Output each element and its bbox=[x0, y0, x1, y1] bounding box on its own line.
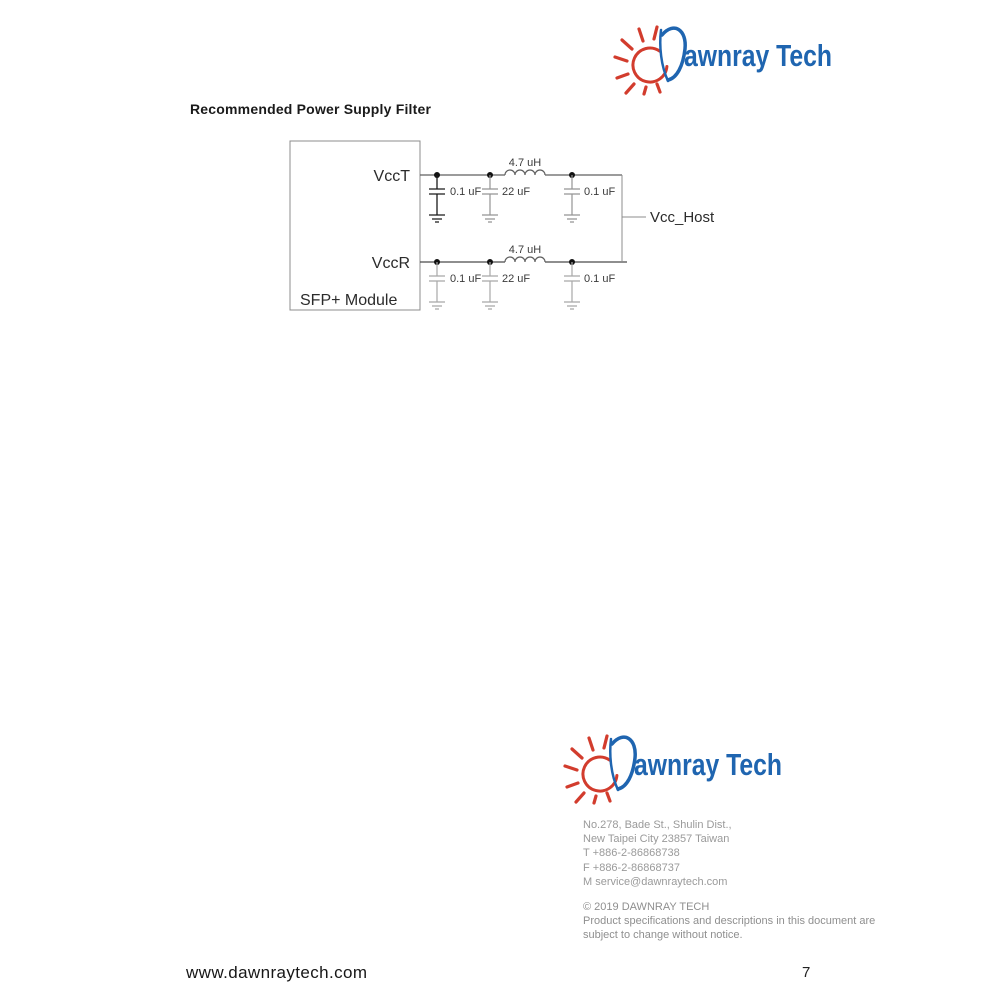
power-supply-filter-schematic bbox=[280, 130, 720, 330]
page-title: Recommended Power Supply Filter bbox=[190, 101, 432, 117]
cap-value-label: 22 uF bbox=[502, 273, 531, 285]
pin-label-vcct: VccT bbox=[373, 168, 410, 185]
sun-ray bbox=[615, 57, 627, 61]
capacitor-symbol bbox=[482, 175, 498, 222]
sun-ray bbox=[567, 783, 578, 787]
inductor-vccr bbox=[505, 257, 545, 262]
sun-ray bbox=[644, 87, 646, 94]
logo-wordmark: awnray Tech bbox=[634, 747, 782, 782]
sun-ray bbox=[565, 766, 577, 770]
sun-ray bbox=[657, 84, 660, 92]
capacitor-symbol bbox=[429, 175, 445, 222]
capacitor-symbol bbox=[429, 262, 445, 309]
sun-ray bbox=[589, 738, 593, 750]
capacitor-symbol bbox=[564, 175, 580, 222]
cap-value-label: 22 uF bbox=[502, 186, 531, 198]
capacitor-vcct-1 bbox=[429, 175, 445, 222]
logo-graphic bbox=[612, 16, 852, 96]
address-line: New Taipei City 23857 Taiwan bbox=[583, 833, 730, 846]
sun-ray bbox=[594, 796, 596, 803]
capacitor-vccr-1 bbox=[429, 262, 445, 309]
logo-wordmark: awnray Tech bbox=[684, 38, 832, 73]
cap-value-label: 0.1 uF bbox=[584, 273, 616, 285]
pin-label-vccr: VccR bbox=[371, 255, 410, 272]
sun-rays-icon bbox=[565, 736, 610, 803]
sun-rays-icon bbox=[615, 27, 660, 94]
logo-graphic bbox=[562, 725, 802, 805]
sun-ray bbox=[622, 40, 632, 49]
copyright-line: © 2019 DAWNRAY TECH bbox=[583, 901, 710, 913]
logo-initial-stem bbox=[660, 30, 668, 81]
footer-logo bbox=[562, 725, 802, 805]
capacitor-vcct-2 bbox=[482, 175, 498, 222]
address-line: No.278, Bade St., Shulin Dist., bbox=[583, 819, 732, 831]
notice-line: subject to change without notice. bbox=[583, 929, 743, 942]
sun-ray bbox=[607, 793, 610, 801]
vcc-host-label: Vcc_Host bbox=[650, 209, 715, 226]
cap-value-label: 0.1 uF bbox=[450, 186, 482, 198]
sun-ray bbox=[639, 29, 643, 41]
capacitor-vccr-3 bbox=[564, 262, 580, 309]
inductor-vcct-value: 4.7 uH bbox=[508, 157, 542, 169]
capacitor-vccr-2 bbox=[482, 262, 498, 309]
footer-page-number: 7 bbox=[802, 964, 811, 981]
inductor-vccr-value: 4.7 uH bbox=[508, 244, 542, 256]
inductor-vcct bbox=[505, 170, 545, 175]
sun-ray bbox=[604, 736, 607, 748]
footer-website: www.dawnraytech.com bbox=[186, 963, 368, 982]
cap-value-label: 0.1 uF bbox=[584, 186, 616, 198]
logo-initial-stem bbox=[610, 739, 618, 790]
capacitor-symbol bbox=[564, 262, 580, 309]
contact-block bbox=[583, 818, 732, 889]
phone-line: T +886-2-86868738 bbox=[583, 847, 680, 860]
sun-ray bbox=[626, 84, 634, 93]
capacitor-vcct-3 bbox=[564, 175, 580, 222]
capacitor-symbol bbox=[482, 262, 498, 309]
sfp-module-box bbox=[290, 141, 420, 310]
sfp-module-label: SFP+ Module bbox=[300, 292, 398, 309]
sun-ray bbox=[576, 793, 584, 802]
header-logo bbox=[612, 16, 852, 96]
legal-block bbox=[583, 900, 875, 943]
sun-ray bbox=[572, 749, 582, 758]
email-line: M service@dawnraytech.com bbox=[583, 875, 728, 888]
sun-ray bbox=[654, 27, 657, 39]
sun-ray bbox=[617, 74, 628, 78]
cap-value-label: 0.1 uF bbox=[450, 273, 482, 285]
notice-line: Product specifications and descriptions in this document are bbox=[583, 915, 876, 928]
fax-line: F +886-2-86868737 bbox=[583, 861, 680, 874]
